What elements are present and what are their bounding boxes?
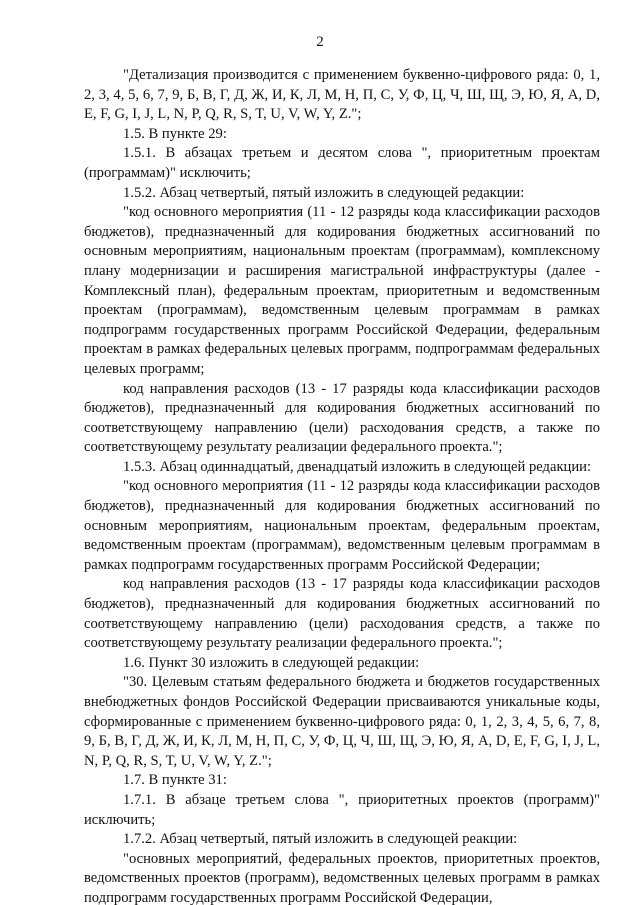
paragraph-14: 1.7.2. Абзац четвертый, пятый изложить в следующей реакции: — [123, 831, 518, 848]
paragraph-6: код направления расходов (13 - 17 разряды кода классификации расходов бюджетов), предназначенный для кодирования бюджетных ассигнований по соответствующему направлению (цели) расходования средств, а также по соответствующему результату реализации федерального проекта."; — [84, 380, 600, 456]
paragraph-15: "основных мероприятий, федеральных проектов, приоритетных проектов, ведомственных проектов (программ), ведомственных целевых программ в рамках подпрограмм государственных программ Российской Федерации, — [84, 850, 600, 905]
paragraph-13: 1.7.1. В абзаце третьем слова ", приоритетных проектов (программ)" исключить; — [84, 791, 600, 828]
paragraph-3: 1.5.1. В абзацах третьем и десятом слова ", приоритетным проектам (программам)" исключить; — [84, 145, 600, 181]
paragraph-2: 1.5. В пункте 29: — [123, 125, 227, 142]
paragraph-8: "код основного мероприятия (11 - 12 разряды кода классификации расходов бюджетов), предназначенный для кодирования бюджетных ассигнований по основным мероприятиям, национальным проектам, федеральным проектам, ведомственным проектам (программам), ведомственным целевым программам в рамках подпрограмм государственных программ Российской Федерации; — [84, 478, 600, 573]
paragraph-4: 1.5.2. Абзац четвертый, пятый изложить в следующей редакции: — [123, 184, 525, 201]
paragraph-7: 1.5.3. Абзац одиннадцатый, двенадцатый изложить в следующей редакции: — [123, 458, 592, 475]
document-body — [84, 66, 600, 905]
paragraph-12: 1.7. В пункте 31: — [123, 772, 227, 789]
paragraph-1: "Детализация производится с применением буквенно-цифрового ряда: 0, 1, 2, 3, 4, 5, 6, 7, 9, Б, В, Г, Д, Ж, И, К, Л, М, Н, П, С, У, Ф, Ц, Ч, Ш, Щ, Э, Ю, Я, A, D, E, F, G, I, J, L, N, P, Q, R, S, T, U, V, W, Y, Z."; — [84, 67, 600, 123]
paragraph-11: "30. Целевым статьям федерального бюджета и бюджетов государственных внебюджетных фондов Российской Федерации присваиваются уникальные коды, сформированные с применением буквенно-цифрового ряда: 0, 1, 2, 3, 4, 5, 6, 7, 8, 9, Б, В, Г, Д, Ж, И, К, Л, М, Н, П, С, У, Ф, Ц, Ч, Ш, Щ, Э, Ю, Я, A, D, E, F, G, I, J, L, N, P, Q, R, S, T, U, V, W, Y, Z."; — [84, 674, 600, 769]
page-number: 2 — [316, 34, 324, 50]
paragraph-9: код направления расходов (13 - 17 разряды кода классификации расходов бюджетов), предназначенный для кодирования бюджетных ассигнований по соответствующему направлению (цели) расходования средств, а также по соответствующему результату реализации федерального проекта."; — [84, 576, 600, 652]
paragraph-5: "код основного мероприятия (11 - 12 разряды кода классификации расходов бюджетов), предназначенный для кодирования бюджетных ассигнований по основным мероприятиям, национальным проектам (программам), комплексному плану модернизации и расширения магистральной инфраструктуры (далее - Комплексный план), федеральным проектам, приоритетным и ведомственным проектам (программам), ведомственным целевым программам в рамках подпрограмм государственных программ Российской Федерации, федеральным проектам в рамках федеральных целевых программ, подпрограммам федеральных целевых программ; — [84, 204, 600, 377]
paragraph-10: 1.6. Пункт 30 изложить в следующей редакции: — [123, 654, 420, 671]
